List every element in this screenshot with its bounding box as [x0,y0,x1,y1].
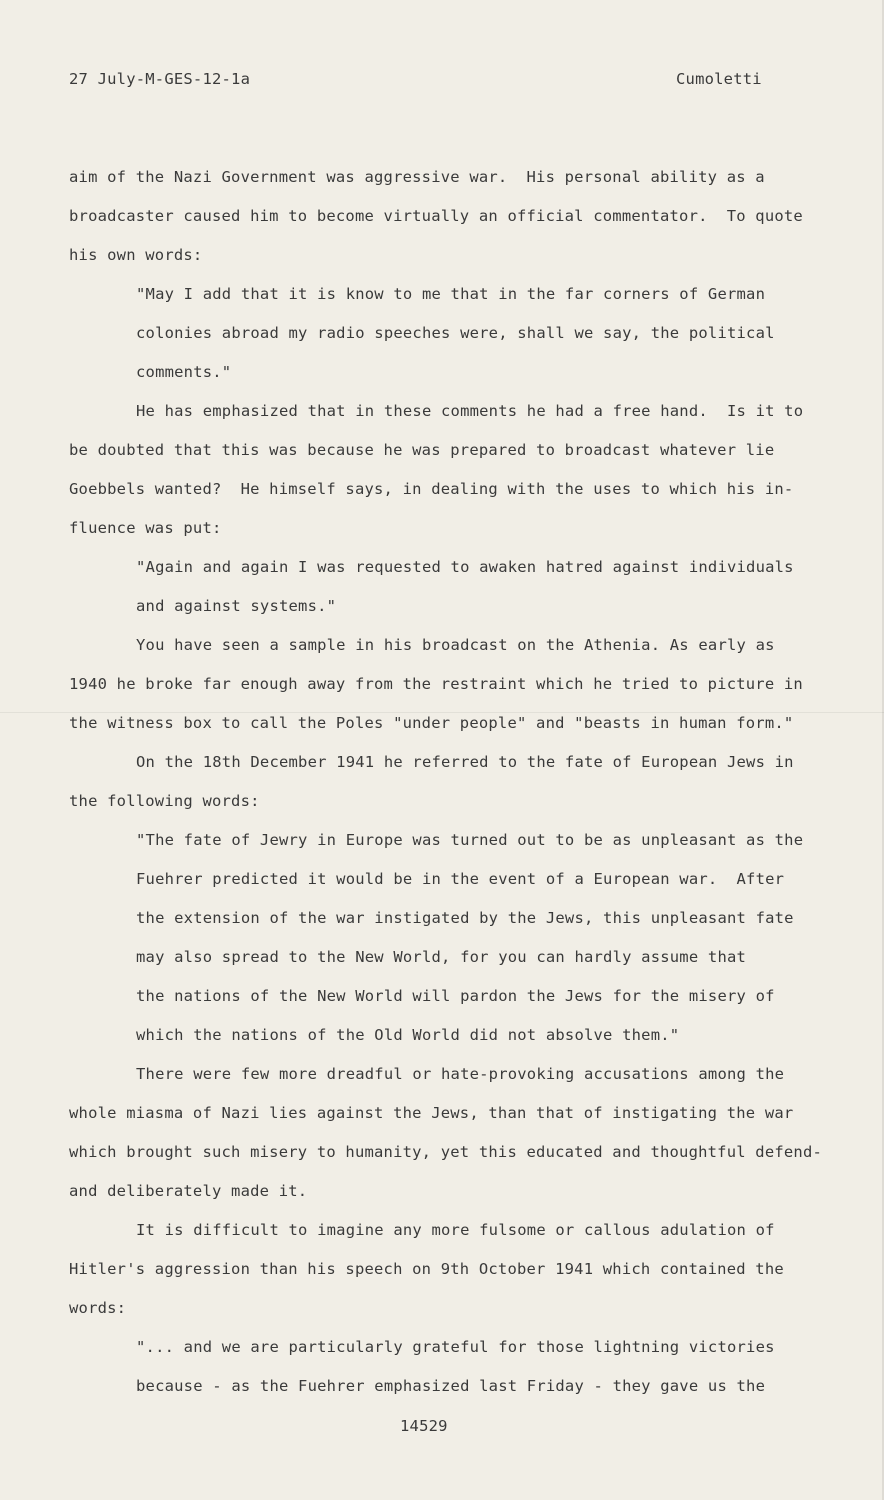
header-document-id: 27 July-M-GES-12-1a [69,70,251,88]
quote-line: because - as the Fuehrer emphasized last Friday - they gave us the [136,1377,766,1395]
paragraph-start-line: You have seen a sample in his broadcast on the Athenia. As early as [136,636,775,654]
quote-line: "May I add that it is know to me that in the far corners of German [136,285,766,303]
quote-line: comments." [136,363,232,381]
header-reporter-name: Cumoletti [676,70,762,88]
quote-line: "... and we are particularly grateful for those lightning victories [136,1338,775,1356]
quote-line: colonies abroad my radio speeches were, shall we say, the political [136,324,775,342]
quote-line: "Again and again I was requested to awaken hatred against individuals [136,558,794,576]
page-number: 14529 [400,1417,448,1435]
text-line: Hitler's aggression than his speech on 9th October 1941 which contained the [69,1260,784,1278]
text-line: Goebbels wanted? He himself says, in dealing with the uses to which his in- [69,480,794,498]
text-line: 1940 he broke far enough away from the restraint which he tried to picture in [69,675,803,693]
text-line: fluence was put: [69,519,222,537]
quote-line: the nations of the New World will pardon the Jews for the misery of [136,987,775,1005]
text-line: words: [69,1299,127,1317]
quote-line: which the nations of the Old World did not absolve them." [136,1026,680,1044]
text-line: which brought such misery to humanity, yet this educated and thoughtful defend- [69,1143,823,1161]
text-line: the following words: [69,792,260,810]
quote-line: the extension of the war instigated by the Jews, this unpleasant fate [136,909,794,927]
paragraph-start-line: On the 18th December 1941 he referred to the fate of European Jews in [136,753,794,771]
quote-line: Fuehrer predicted it would be in the event of a European war. After [136,870,785,888]
text-line: whole miasma of Nazi lies against the Jews, than that of instigating the war [69,1104,794,1122]
text-line: be doubted that this was because he was prepared to broadcast whatever lie [69,441,775,459]
paragraph-start-line: He has emphasized that in these comments he had a free hand. Is it to [136,402,804,420]
text-line: his own words: [69,246,203,264]
quote-line: "The fate of Jewry in Europe was turned out to be as unpleasant as the [136,831,804,849]
text-line: the witness box to call the Poles "under people" and "beasts in human form." [69,714,794,732]
text-line: aim of the Nazi Government was aggressive war. His personal ability as a [69,168,765,186]
paragraph-start-line: There were few more dreadful or hate-provoking accusations among the [136,1065,785,1083]
quote-line: may also spread to the New World, for you can hardly assume that [136,948,747,966]
text-line: and deliberately made it. [69,1182,308,1200]
paragraph-start-line: It is difficult to imagine any more fulsome or callous adulation of [136,1221,775,1239]
text-line: broadcaster caused him to become virtually an official commentator. To quote [69,207,803,225]
quote-line: and against systems." [136,597,337,615]
page-fold [0,712,884,713]
